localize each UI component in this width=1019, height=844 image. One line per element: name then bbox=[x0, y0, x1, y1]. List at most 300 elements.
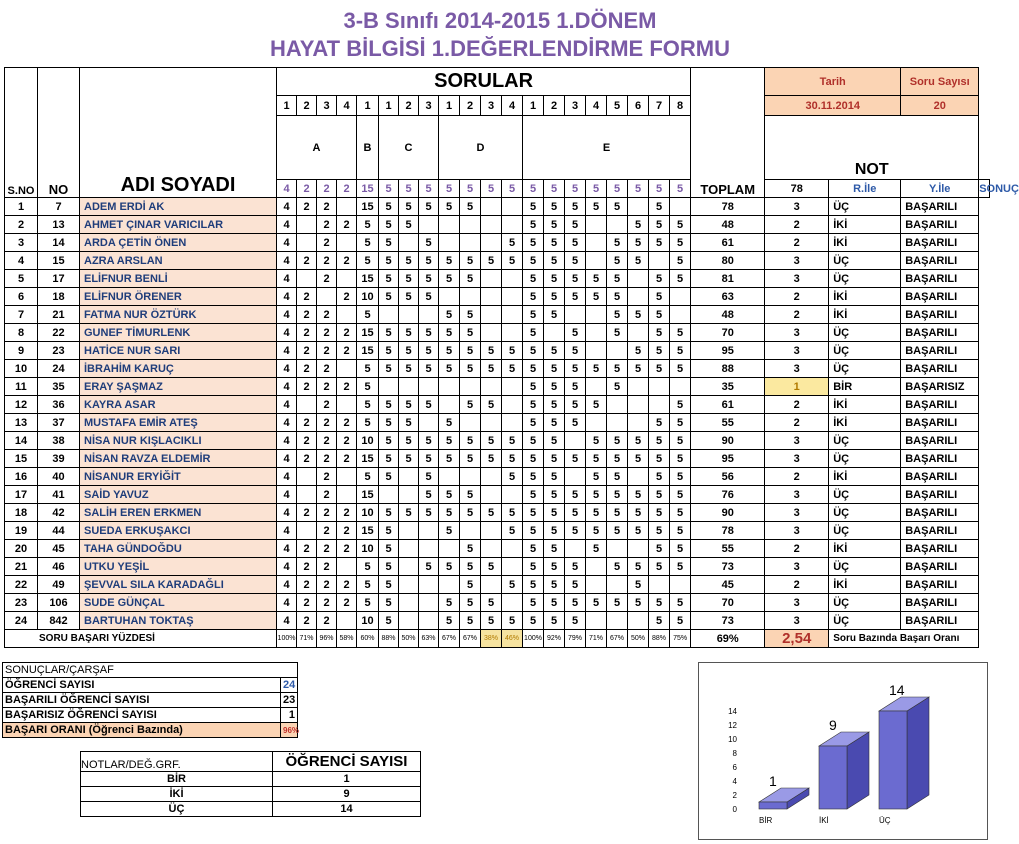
question-success-pct: 100% bbox=[523, 630, 544, 648]
table-row bbox=[5, 378, 990, 396]
score-cell: 5 bbox=[419, 252, 439, 270]
group-label: B bbox=[357, 116, 379, 180]
score-cell bbox=[502, 288, 523, 306]
student-y: ÜÇ bbox=[829, 198, 901, 216]
score-cell: 4 bbox=[277, 450, 297, 468]
question-number: 3 bbox=[481, 96, 502, 116]
score-cell: 5 bbox=[357, 360, 379, 378]
score-cell: 5 bbox=[419, 324, 439, 342]
score-cell: 5 bbox=[460, 306, 481, 324]
score-cell: 4 bbox=[277, 612, 297, 630]
score-cell: 5 bbox=[670, 468, 691, 486]
score-cell bbox=[670, 198, 691, 216]
score-cell bbox=[586, 306, 607, 324]
score-cell: 2 bbox=[297, 252, 317, 270]
bar-İKİ bbox=[819, 732, 869, 809]
score-cell: 5 bbox=[419, 558, 439, 576]
question-number: 1 bbox=[439, 96, 460, 116]
student-name: SUEDA ERKUŞAKCI bbox=[80, 522, 277, 540]
score-cell: 5 bbox=[399, 324, 419, 342]
student-total: 56 bbox=[691, 468, 765, 486]
score-cell bbox=[649, 378, 670, 396]
score-cell: 5 bbox=[439, 252, 460, 270]
score-cell: 5 bbox=[565, 522, 586, 540]
score-cell: 5 bbox=[439, 432, 460, 450]
question-success-pct: 96% bbox=[317, 630, 337, 648]
student-no: 37 bbox=[38, 414, 80, 432]
score-cell: 5 bbox=[481, 558, 502, 576]
score-cell: 5 bbox=[544, 270, 565, 288]
score-cell bbox=[502, 486, 523, 504]
student-result: BAŞARILI bbox=[901, 198, 979, 216]
table-row bbox=[5, 324, 990, 342]
question-success-pct: 63% bbox=[419, 630, 439, 648]
score-cell: 5 bbox=[379, 594, 399, 612]
score-cell: 5 bbox=[523, 378, 544, 396]
score-cell: 10 bbox=[357, 432, 379, 450]
score-cell bbox=[628, 396, 649, 414]
score-cell: 5 bbox=[607, 306, 628, 324]
score-cell bbox=[586, 324, 607, 342]
table-row bbox=[5, 288, 990, 306]
score-cell: 2 bbox=[337, 252, 357, 270]
student-result: BAŞARILI bbox=[901, 216, 979, 234]
point-value: 2 bbox=[297, 180, 317, 198]
score-cell bbox=[628, 324, 649, 342]
question-number: 4 bbox=[502, 96, 523, 116]
score-cell: 5 bbox=[628, 216, 649, 234]
score-cell bbox=[399, 468, 419, 486]
score-cell bbox=[628, 612, 649, 630]
score-cell: 5 bbox=[419, 504, 439, 522]
score-cell: 5 bbox=[419, 432, 439, 450]
score-cell bbox=[399, 594, 419, 612]
score-cell bbox=[502, 216, 523, 234]
score-cell: 5 bbox=[439, 486, 460, 504]
score-cell: 5 bbox=[399, 252, 419, 270]
score-cell: 5 bbox=[357, 576, 379, 594]
student-r: 3 bbox=[765, 324, 829, 342]
score-cell: 5 bbox=[379, 270, 399, 288]
score-cell: 5 bbox=[523, 198, 544, 216]
score-cell: 2 bbox=[297, 414, 317, 432]
student-sno: 13 bbox=[5, 414, 38, 432]
student-y: İKİ bbox=[829, 540, 901, 558]
score-cell bbox=[649, 396, 670, 414]
score-cell: 5 bbox=[544, 306, 565, 324]
table-row bbox=[5, 576, 990, 594]
score-cell: 5 bbox=[379, 324, 399, 342]
score-cell: 2 bbox=[337, 324, 357, 342]
score-cell: 5 bbox=[523, 594, 544, 612]
score-cell bbox=[502, 270, 523, 288]
score-cell: 2 bbox=[317, 378, 337, 396]
score-cell: 5 bbox=[460, 612, 481, 630]
score-cell: 5 bbox=[607, 234, 628, 252]
score-cell bbox=[586, 414, 607, 432]
group-label: D bbox=[439, 116, 523, 180]
student-result: BAŞARILI bbox=[901, 270, 979, 288]
score-cell: 5 bbox=[649, 504, 670, 522]
grade-count: 9 bbox=[273, 787, 421, 802]
bar-front bbox=[759, 802, 787, 809]
score-cell: 5 bbox=[649, 432, 670, 450]
score-cell: 2 bbox=[297, 342, 317, 360]
score-cell bbox=[337, 612, 357, 630]
score-cell bbox=[297, 396, 317, 414]
score-cell bbox=[379, 486, 399, 504]
student-y: İKİ bbox=[829, 234, 901, 252]
student-y: ÜÇ bbox=[829, 486, 901, 504]
score-cell: 2 bbox=[337, 576, 357, 594]
score-cell: 2 bbox=[317, 432, 337, 450]
score-cell bbox=[460, 216, 481, 234]
table-row bbox=[5, 234, 990, 252]
score-cell: 5 bbox=[670, 540, 691, 558]
score-cell bbox=[419, 576, 439, 594]
score-cell: 2 bbox=[317, 360, 337, 378]
score-cell: 5 bbox=[586, 486, 607, 504]
score-cell: 5 bbox=[357, 558, 379, 576]
student-name: ELİFNUR BENLİ bbox=[80, 270, 277, 288]
score-cell: 5 bbox=[628, 594, 649, 612]
score-cell: 5 bbox=[502, 468, 523, 486]
score-cell: 5 bbox=[586, 468, 607, 486]
score-cell: 2 bbox=[297, 378, 317, 396]
student-r: 3 bbox=[765, 198, 829, 216]
score-cell: 5 bbox=[419, 360, 439, 378]
question-success-pct: 67% bbox=[439, 630, 460, 648]
group-label: A bbox=[277, 116, 357, 180]
point-value: 5 bbox=[607, 180, 628, 198]
score-cell bbox=[586, 558, 607, 576]
score-cell bbox=[337, 198, 357, 216]
score-cell: 5 bbox=[649, 522, 670, 540]
student-sno: 24 bbox=[5, 612, 38, 630]
score-cell: 5 bbox=[379, 234, 399, 252]
student-r: 3 bbox=[765, 486, 829, 504]
score-cell bbox=[399, 576, 419, 594]
question-success-pct: 50% bbox=[399, 630, 419, 648]
student-y: ÜÇ bbox=[829, 612, 901, 630]
score-cell: 2 bbox=[317, 234, 337, 252]
score-cell: 5 bbox=[460, 198, 481, 216]
score-cell: 5 bbox=[357, 594, 379, 612]
score-cell: 2 bbox=[297, 450, 317, 468]
x-tick-label: BİR bbox=[759, 816, 773, 825]
score-cell: 5 bbox=[379, 612, 399, 630]
student-no: 40 bbox=[38, 468, 80, 486]
student-sno: 2 bbox=[5, 216, 38, 234]
student-name: NİSANUR ERYİĞİT bbox=[80, 468, 277, 486]
score-cell: 5 bbox=[523, 216, 544, 234]
student-name: ERAY ŞAŞMAZ bbox=[80, 378, 277, 396]
student-result: BAŞARILI bbox=[901, 234, 979, 252]
student-result: BAŞARILI bbox=[901, 252, 979, 270]
score-cell: 5 bbox=[628, 360, 649, 378]
student-sno: 16 bbox=[5, 468, 38, 486]
score-cell: 5 bbox=[379, 450, 399, 468]
question-success-pct: 88% bbox=[649, 630, 670, 648]
average-grade-label: Soru Bazında Başarı Oranı bbox=[829, 630, 979, 648]
score-cell: 5 bbox=[565, 270, 586, 288]
score-cell: 5 bbox=[649, 360, 670, 378]
score-cell: 2 bbox=[337, 450, 357, 468]
group-label: E bbox=[523, 116, 691, 180]
student-y: İKİ bbox=[829, 288, 901, 306]
score-cell: 5 bbox=[670, 558, 691, 576]
score-cell: 5 bbox=[565, 594, 586, 612]
student-total: 95 bbox=[691, 342, 765, 360]
score-cell: 5 bbox=[670, 522, 691, 540]
student-no: 44 bbox=[38, 522, 80, 540]
sonuc-header: SONUÇ bbox=[979, 180, 990, 198]
student-sno: 18 bbox=[5, 504, 38, 522]
question-success-pct: 60% bbox=[357, 630, 379, 648]
student-no: 842 bbox=[38, 612, 80, 630]
score-cell: 5 bbox=[544, 378, 565, 396]
summary-label: BAŞARILI ÖĞRENCİ SAYISI bbox=[3, 693, 281, 708]
student-y: ÜÇ bbox=[829, 270, 901, 288]
score-cell: 2 bbox=[317, 558, 337, 576]
summary-row bbox=[3, 693, 298, 708]
score-cell: 5 bbox=[586, 522, 607, 540]
score-cell bbox=[297, 486, 317, 504]
student-y: ÜÇ bbox=[829, 504, 901, 522]
score-cell bbox=[297, 234, 317, 252]
score-cell: 5 bbox=[523, 576, 544, 594]
student-y: ÜÇ bbox=[829, 522, 901, 540]
student-result: BAŞARISIZ bbox=[901, 378, 979, 396]
summary-row bbox=[3, 678, 298, 693]
student-total: 78 bbox=[691, 522, 765, 540]
score-cell: 10 bbox=[357, 504, 379, 522]
score-cell: 5 bbox=[419, 198, 439, 216]
score-cell: 5 bbox=[670, 234, 691, 252]
score-cell: 5 bbox=[649, 450, 670, 468]
student-no: 45 bbox=[38, 540, 80, 558]
question-success-pct: 88% bbox=[379, 630, 399, 648]
score-cell: 5 bbox=[523, 252, 544, 270]
student-r: 3 bbox=[765, 270, 829, 288]
score-cell: 5 bbox=[586, 432, 607, 450]
score-cell: 2 bbox=[297, 540, 317, 558]
score-cell: 5 bbox=[649, 234, 670, 252]
score-cell bbox=[565, 540, 586, 558]
title-line-2: HAYAT BİLGİSİ 1.DEĞERLENDİRME FORMU bbox=[269, 36, 730, 61]
point-value: 5 bbox=[586, 180, 607, 198]
table-row bbox=[5, 198, 990, 216]
score-cell bbox=[460, 378, 481, 396]
student-no: 41 bbox=[38, 486, 80, 504]
score-cell bbox=[586, 612, 607, 630]
group-label: C bbox=[379, 116, 439, 180]
question-number: 1 bbox=[523, 96, 544, 116]
score-cell bbox=[607, 396, 628, 414]
score-cell: 15 bbox=[357, 522, 379, 540]
score-cell: 5 bbox=[460, 396, 481, 414]
score-cell: 2 bbox=[297, 324, 317, 342]
score-cell: 5 bbox=[439, 360, 460, 378]
student-name: İBRAHİM KARUÇ bbox=[80, 360, 277, 378]
score-cell: 2 bbox=[297, 558, 317, 576]
student-sno: 19 bbox=[5, 522, 38, 540]
score-cell: 5 bbox=[419, 288, 439, 306]
score-cell: 5 bbox=[649, 414, 670, 432]
score-cell: 5 bbox=[544, 198, 565, 216]
point-value: 5 bbox=[502, 180, 523, 198]
score-cell: 5 bbox=[607, 594, 628, 612]
score-cell: 5 bbox=[607, 378, 628, 396]
student-y: İKİ bbox=[829, 414, 901, 432]
student-r: 2 bbox=[765, 576, 829, 594]
student-no: 13 bbox=[38, 216, 80, 234]
grade-label: BİR bbox=[81, 772, 273, 787]
data-label: 9 bbox=[829, 717, 837, 733]
score-cell: 2 bbox=[297, 594, 317, 612]
score-cell: 5 bbox=[586, 450, 607, 468]
score-cell: 2 bbox=[317, 216, 337, 234]
score-cell: 5 bbox=[523, 450, 544, 468]
point-value: 2 bbox=[317, 180, 337, 198]
score-cell: 5 bbox=[565, 504, 586, 522]
student-name: AHMET ÇINAR VARICILAR bbox=[80, 216, 277, 234]
score-cell: 5 bbox=[379, 468, 399, 486]
student-total: 90 bbox=[691, 504, 765, 522]
student-no: 42 bbox=[38, 504, 80, 522]
score-cell: 5 bbox=[439, 504, 460, 522]
student-no: 17 bbox=[38, 270, 80, 288]
score-cell bbox=[337, 360, 357, 378]
score-cell: 10 bbox=[357, 540, 379, 558]
score-cell: 4 bbox=[277, 468, 297, 486]
score-cell: 5 bbox=[502, 576, 523, 594]
student-name: UTKU YEŞİL bbox=[80, 558, 277, 576]
score-cell: 2 bbox=[297, 198, 317, 216]
table-row bbox=[5, 252, 990, 270]
score-cell: 2 bbox=[297, 288, 317, 306]
point-value: 5 bbox=[565, 180, 586, 198]
score-cell: 5 bbox=[565, 252, 586, 270]
student-result: BAŞARILI bbox=[901, 468, 979, 486]
score-cell bbox=[607, 612, 628, 630]
question-success-pct: 67% bbox=[460, 630, 481, 648]
r-ile-header: R.İle bbox=[829, 180, 901, 198]
student-sno: 7 bbox=[5, 306, 38, 324]
bar-BİR bbox=[759, 788, 809, 809]
score-cell: 2 bbox=[317, 576, 337, 594]
student-r: 2 bbox=[765, 216, 829, 234]
student-no: 18 bbox=[38, 288, 80, 306]
score-cell: 5 bbox=[439, 306, 460, 324]
grade-count: 14 bbox=[273, 802, 421, 817]
summary-value: 96% bbox=[281, 723, 298, 738]
score-cell: 5 bbox=[399, 396, 419, 414]
score-cell: 4 bbox=[277, 306, 297, 324]
score-cell: 5 bbox=[523, 540, 544, 558]
student-no: 14 bbox=[38, 234, 80, 252]
student-result: BAŞARILI bbox=[901, 288, 979, 306]
score-cell: 5 bbox=[460, 450, 481, 468]
score-cell: 5 bbox=[502, 612, 523, 630]
score-cell bbox=[337, 396, 357, 414]
score-cell: 2 bbox=[297, 306, 317, 324]
score-cell: 5 bbox=[439, 450, 460, 468]
score-cell: 5 bbox=[649, 594, 670, 612]
y-tick-label: 4 bbox=[732, 777, 737, 786]
tarih-label: Tarih bbox=[765, 68, 901, 96]
student-no: 24 bbox=[38, 360, 80, 378]
point-value: 4 bbox=[277, 180, 297, 198]
score-cell: 5 bbox=[628, 342, 649, 360]
score-cell bbox=[607, 216, 628, 234]
col-sno: S.NO bbox=[5, 68, 38, 198]
student-y: ÜÇ bbox=[829, 594, 901, 612]
score-cell bbox=[481, 306, 502, 324]
score-cell: 5 bbox=[544, 432, 565, 450]
score-cell: 5 bbox=[544, 540, 565, 558]
score-cell: 5 bbox=[357, 414, 379, 432]
score-cell: 5 bbox=[502, 360, 523, 378]
score-cell: 5 bbox=[586, 504, 607, 522]
student-total: 73 bbox=[691, 612, 765, 630]
point-value: 5 bbox=[481, 180, 502, 198]
score-cell bbox=[399, 558, 419, 576]
score-cell: 5 bbox=[523, 396, 544, 414]
student-y: ÜÇ bbox=[829, 450, 901, 468]
bar-ÜÇ bbox=[879, 697, 929, 809]
score-cell: 5 bbox=[607, 198, 628, 216]
student-r: 2 bbox=[765, 396, 829, 414]
score-cell: 5 bbox=[481, 450, 502, 468]
score-cell: 5 bbox=[460, 432, 481, 450]
student-y: İKİ bbox=[829, 396, 901, 414]
score-cell: 5 bbox=[357, 216, 379, 234]
score-cell: 5 bbox=[399, 432, 419, 450]
student-no: 7 bbox=[38, 198, 80, 216]
col-name: ADI SOYADI bbox=[80, 68, 277, 198]
point-value: 15 bbox=[357, 180, 379, 198]
score-cell: 2 bbox=[337, 522, 357, 540]
score-cell: 2 bbox=[317, 486, 337, 504]
score-cell: 2 bbox=[337, 288, 357, 306]
score-cell bbox=[586, 576, 607, 594]
score-cell: 5 bbox=[419, 234, 439, 252]
score-cell: 2 bbox=[337, 342, 357, 360]
score-cell: 2 bbox=[297, 576, 317, 594]
score-cell: 5 bbox=[586, 594, 607, 612]
score-cell bbox=[481, 234, 502, 252]
score-cell: 5 bbox=[544, 504, 565, 522]
score-cell: 5 bbox=[607, 270, 628, 288]
student-sno: 22 bbox=[5, 576, 38, 594]
score-cell: 4 bbox=[277, 342, 297, 360]
student-sno: 8 bbox=[5, 324, 38, 342]
score-cell: 5 bbox=[586, 360, 607, 378]
score-cell: 5 bbox=[544, 342, 565, 360]
summary-row bbox=[3, 723, 298, 738]
student-name: ADEM ERDİ AK bbox=[80, 198, 277, 216]
score-cell bbox=[337, 234, 357, 252]
score-cell: 5 bbox=[544, 252, 565, 270]
student-name: ARDA ÇETİN ÖNEN bbox=[80, 234, 277, 252]
score-cell: 2 bbox=[337, 216, 357, 234]
question-number: 3 bbox=[419, 96, 439, 116]
score-cell bbox=[565, 432, 586, 450]
score-cell: 5 bbox=[544, 522, 565, 540]
score-cell bbox=[419, 522, 439, 540]
score-cell: 2 bbox=[297, 360, 317, 378]
